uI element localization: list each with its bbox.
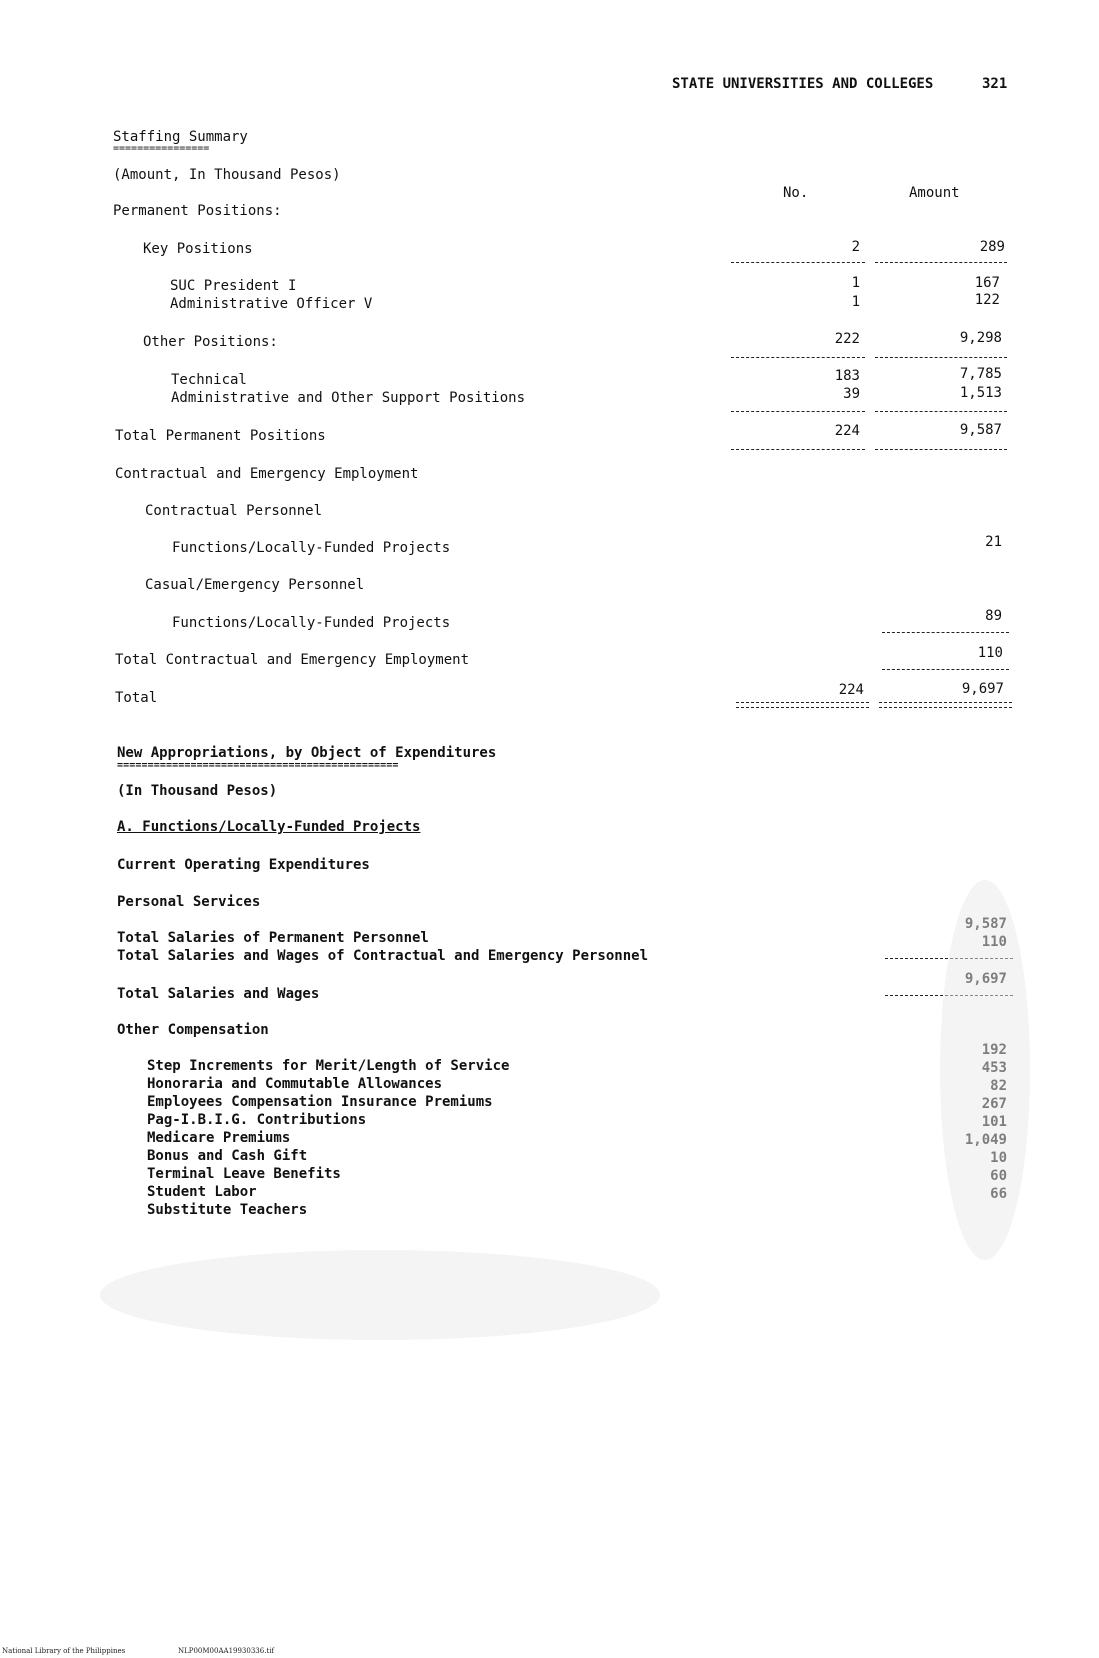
- staffing-subtitle: (Amount, In Thousand Pesos): [113, 167, 341, 183]
- list-item-label: Substitute Teachers: [147, 1202, 308, 1218]
- permanent-positions-label: Permanent Positions:: [113, 203, 282, 219]
- list-item-label: Terminal Leave Benefits: [147, 1166, 341, 1182]
- admin-support-label: Administrative and Other Support Positions: [171, 390, 526, 406]
- admin-officer-amount: 122: [974, 292, 1000, 308]
- current-operating-label: Current Operating Expenditures: [117, 857, 370, 873]
- key-positions-no: 2: [851, 239, 860, 255]
- rule: [875, 449, 1007, 450]
- personal-services-label: Personal Services: [117, 894, 261, 910]
- running-title: STATE UNIVERSITIES AND COLLEGES: [672, 76, 934, 92]
- contractual-personnel-label: Contractual Personnel: [145, 503, 323, 519]
- appropriations-title: New Appropriations, by Object of Expenditures: [117, 745, 497, 761]
- other-positions-no: 222: [834, 331, 860, 347]
- list-item-label: Honoraria and Commutable Allowances: [147, 1076, 443, 1092]
- appropriations-subtitle: (In Thousand Pesos): [117, 783, 278, 799]
- rule: [731, 357, 865, 358]
- total-label: Total: [115, 690, 158, 706]
- suc-president-no: 1: [851, 275, 860, 291]
- total-contractual-label: Total Contractual and Emergency Employment: [115, 652, 470, 668]
- list-item-label: Pag-I.B.I.G. Contributions: [147, 1112, 367, 1128]
- salaries-contractual-label: Total Salaries and Wages of Contractual and Emergency Personnel: [117, 948, 649, 964]
- rule: [731, 262, 865, 263]
- double-rule: [736, 702, 869, 708]
- col-amount-header: Amount: [909, 185, 960, 201]
- list-item-label: Student Labor: [147, 1184, 257, 1200]
- admin-officer-no: 1: [851, 294, 860, 310]
- section-a-heading: A. Functions/Locally-Funded Projects: [117, 819, 421, 835]
- col-no-header: No.: [783, 185, 809, 201]
- rule: [731, 449, 865, 450]
- contractual-functions-label: Functions/Locally-Funded Projects: [172, 540, 451, 556]
- key-positions-amount: 289: [979, 239, 1005, 255]
- contractual-functions-amount: 21: [985, 534, 1002, 550]
- total-salaries-label: Total Salaries and Wages: [117, 986, 320, 1002]
- key-positions-label: Key Positions: [143, 241, 253, 257]
- total-permanent-label: Total Permanent Positions: [115, 428, 326, 444]
- other-positions-amount: 9,298: [959, 330, 1002, 346]
- staffing-title: Staffing Summary: [113, 129, 248, 145]
- rule: [882, 669, 1009, 670]
- page-number: 321: [982, 76, 1008, 92]
- total-amount: 9,697: [961, 681, 1004, 697]
- list-item-label: Bonus and Cash Gift: [147, 1148, 308, 1164]
- scan-noise: [100, 1250, 660, 1340]
- scan-noise: [940, 880, 1030, 1260]
- double-rule: [879, 702, 1012, 708]
- total-no: 224: [838, 682, 864, 698]
- footer-library: National Library of the Philippines: [2, 1647, 126, 1655]
- admin-officer-label: Administrative Officer V: [170, 296, 373, 312]
- suc-president-amount: 167: [974, 275, 1000, 291]
- casual-functions-amount: 89: [985, 608, 1002, 624]
- rule: [882, 632, 1009, 633]
- other-positions-label: Other Positions:: [143, 334, 278, 350]
- admin-support-no: 39: [843, 386, 860, 402]
- rule: [875, 262, 1007, 263]
- total-permanent-amount: 9,587: [959, 422, 1002, 438]
- rule: [875, 357, 1007, 358]
- staffing-title-underline: ================: [113, 143, 210, 154]
- technical-amount: 7,785: [959, 366, 1002, 382]
- casual-emergency-label: Casual/Emergency Personnel: [145, 577, 365, 593]
- list-item-label: Medicare Premiums: [147, 1130, 291, 1146]
- rule: [875, 411, 1007, 412]
- technical-label: Technical: [171, 372, 247, 388]
- technical-no: 183: [834, 368, 860, 384]
- rule: [731, 411, 865, 412]
- list-item-label: Employees Compensation Insurance Premiums: [147, 1094, 493, 1110]
- appropriations-title-underline: ==============================================: [117, 760, 399, 771]
- casual-functions-label: Functions/Locally-Funded Projects: [172, 615, 451, 631]
- contractual-emergency-label: Contractual and Emergency Employment: [115, 466, 419, 482]
- other-compensation-label: Other Compensation: [117, 1022, 269, 1038]
- total-contractual-amount: 110: [977, 645, 1003, 661]
- suc-president-label: SUC President I: [170, 278, 297, 294]
- footer-file: NLP00M00AA19930336.tif: [178, 1647, 275, 1655]
- total-permanent-no: 224: [834, 423, 860, 439]
- list-item-label: Step Increments for Merit/Length of Service: [147, 1058, 510, 1074]
- admin-support-amount: 1,513: [959, 385, 1002, 401]
- salaries-permanent-label: Total Salaries of Permanent Personnel: [117, 930, 429, 946]
